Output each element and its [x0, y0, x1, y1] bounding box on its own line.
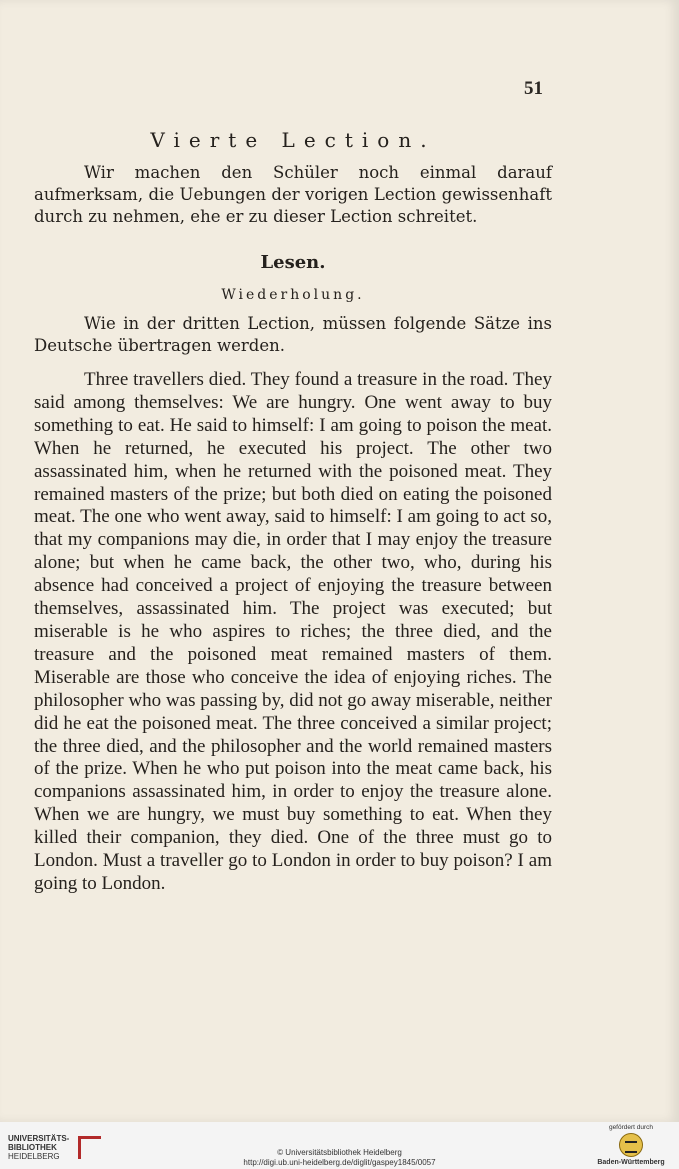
copyright-block [0, 1148, 679, 1168]
funded-by-label: gefördert durch [608, 1124, 654, 1131]
state-seal-icon [619, 1133, 643, 1157]
page-content [34, 128, 552, 896]
copyright-text: © Universitätsbibliothek Heidelberg [277, 1148, 402, 1157]
subheading-reading: Lesen. [260, 252, 326, 273]
funder-block [591, 1124, 671, 1166]
subheading-review: Wiederholung. [221, 287, 365, 303]
viewer-footer [0, 1122, 679, 1169]
instruction-paragraph: Wie in der dritten Lection, müssen folgende Sätze ins Deutsche übertragen werden. [34, 314, 552, 355]
intro-paragraph: Wir machen den Schüler noch einmal darauf aufmerksam, die Uebungen der vorigen Lection gewissenhaft durch zu nehmen, ehe er zu dieser Lection schreitet. [34, 163, 552, 226]
library-name-line1: UNIVERSITÄTS- [8, 1134, 70, 1143]
page-number: 51 [524, 78, 543, 99]
section-title: Vierte Lection. [150, 128, 436, 152]
library-name-line2: BIBLIOTHEK [8, 1143, 57, 1152]
english-exercise-text: Three travellers died. They found a treasure in the road. They said among themselves: We are hungry. One went away to buy something to eat. He said to himself: I am going to poison the meat. When he returned, he executed his project. The other two assassinated him, when he returned with the poisoned meat. They remained masters of the prize; but both died on eating the poisoned meat. The one who went away, said to himself: I am going to act so, that my companions may die, in order that I may enjoy the treasure alone; but when he came back, the other two, who, during his absence had conceived a project of enjoying the treasure between themselves, assassinated him. The project was executed; but miserable is he who aspires to riches; the three died, and the treasure and the poisoned meat remained masters of them. Miserable are those who conceive the idea of enjoying riches. The philosopher who was passing by, did not go away miserable, neither did he eat the poisoned meat. The three conceived a similar project; the three died, and the philosopher and the world remained masters of the prize. When he who put poison into the meat came back, his companions assassinated him, in order to enjoy the treasure alone. When we are hungry, we must buy something to eat. When they killed their companion, they died. One of the three must go to London. Must a traveller go to London in order to buy poison? I am going to London. [34, 369, 553, 894]
library-name-line3: HEIDELBERG [8, 1152, 60, 1161]
source-url-link[interactable]: http://digi.ub.uni-heidelberg.de/diglit/gaspey1845/0057 [243, 1158, 436, 1167]
funder-name: Baden-Württemberg [597, 1159, 665, 1166]
